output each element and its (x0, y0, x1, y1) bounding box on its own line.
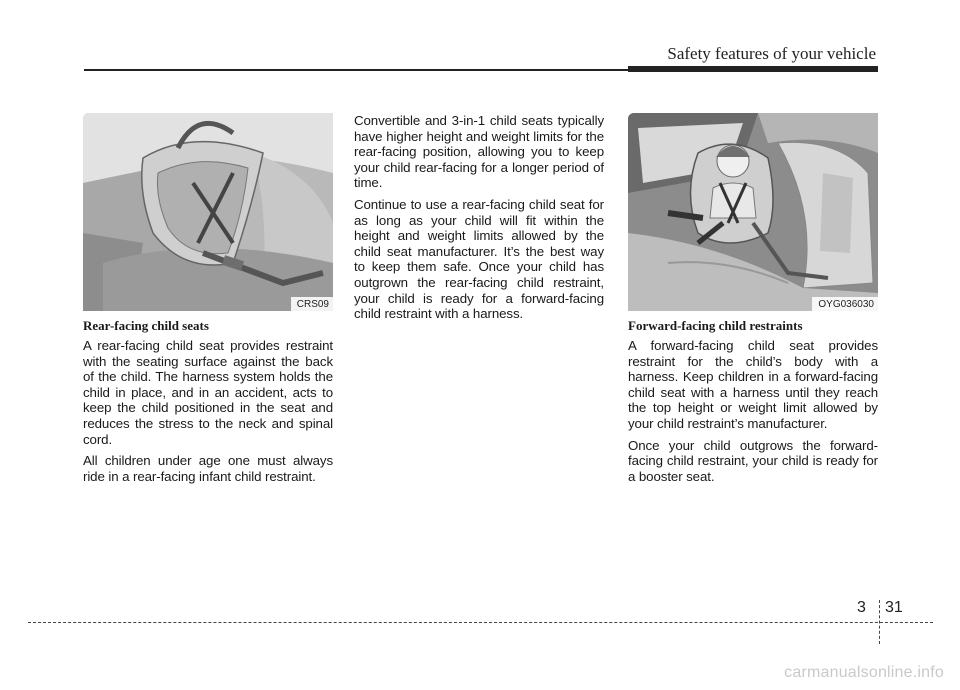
header-accent-bar (628, 66, 878, 72)
figure-code-label: OYG036030 (812, 297, 878, 311)
paragraph: Once your child outgrows the forward-facing child restraint, your child is ready for a booster seat. (628, 437, 878, 484)
figure-code-label: CRS09 (291, 297, 333, 311)
middle-column (354, 113, 604, 328)
rear-facing-seat-drawing (83, 113, 333, 311)
paragraph: All children under age one must always ride in a rear-facing infant child restraint. (83, 453, 333, 484)
watermark-text: carmanualsonline.info (784, 664, 944, 681)
forward-facing-seat-drawing (628, 113, 878, 311)
section-heading-rear-facing: Rear-facing child seats (83, 318, 209, 333)
footer-dashed-divider (879, 600, 880, 644)
forward-facing-seat-illustration (628, 113, 878, 311)
rear-facing-seat-illustration (83, 113, 333, 311)
page-header-title: Safety features of your vehicle (667, 44, 876, 63)
section-heading-forward-facing: Forward-facing child restraints (628, 318, 803, 333)
paragraph: Continue to use a rear-facing child seat for as long as your child will fit within the height and weight limits allowed by the child seat manufacturer. It’s the best way to keep them safe. Once your child has outgrown the rear-facing child restraint, your child is ready for a forward-facing child restraint with a harness. (354, 196, 604, 322)
footer-dashed-rule (28, 622, 933, 623)
right-column (628, 113, 878, 490)
paragraph: A rear-facing child seat provides restraint with the seating surface against the back of the child. The harness system holds the child in place, and in an accident, acts to keep the child positioned in the seat and reduces the stress to the neck and spinal cord. (83, 338, 333, 447)
page-number: 31 (885, 599, 903, 616)
paragraph: A forward-facing child seat provides restraint for the child’s body with a harness. Keep children in a forward-facing child seat with a harness until they reach the top height or weight limit allowed by your child restraint’s manufacturer. (628, 338, 878, 431)
paragraph: Convertible and 3-in-1 child seats typically have higher height and weight limits for the rear-facing position, allowing you to keep your child rear-facing for a longer period of time. (354, 113, 604, 191)
chapter-number: 3 (857, 599, 866, 616)
left-column (83, 113, 333, 490)
